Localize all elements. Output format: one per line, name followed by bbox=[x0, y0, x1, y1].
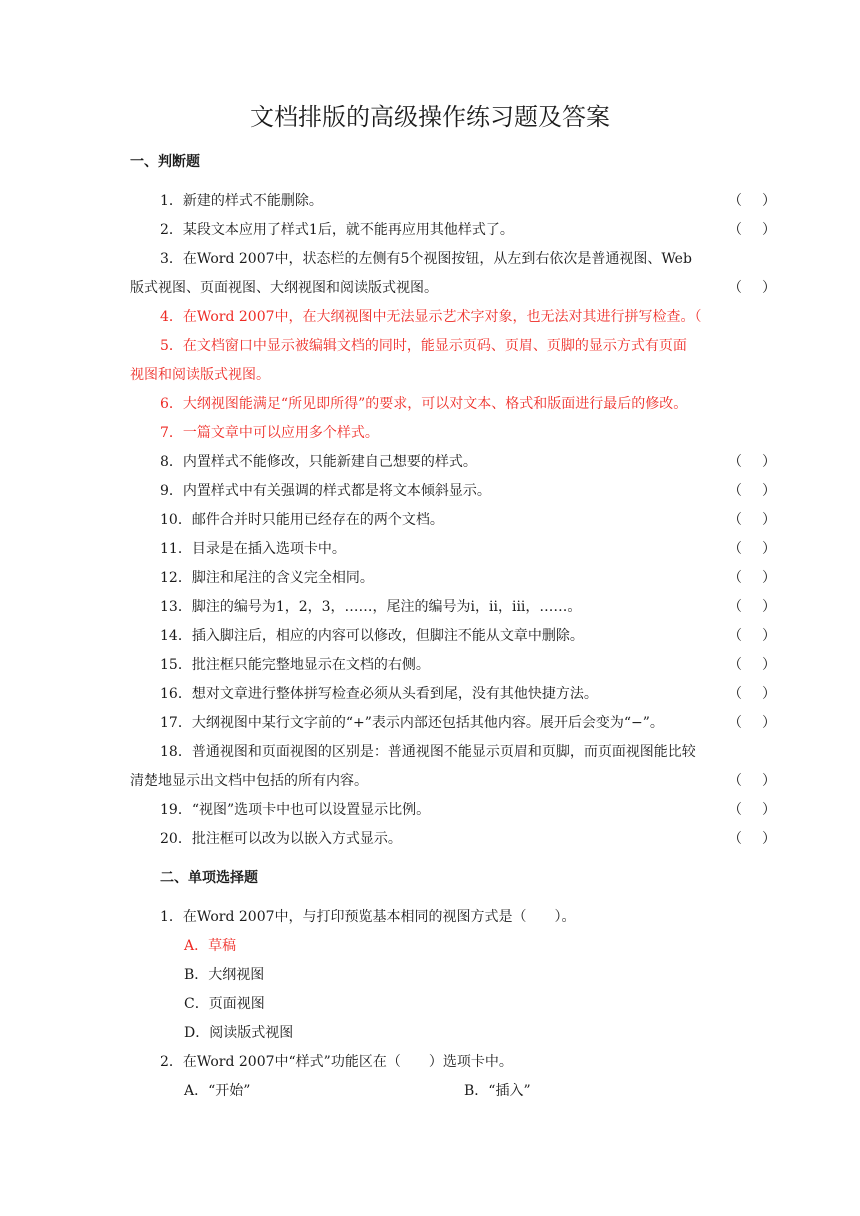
judge-item-6: 6．大纲视图能满足“所见即所得”的要求，可以对文本、格式和版面进行最后的修改。 bbox=[160, 396, 688, 412]
answer-paren: （ ） bbox=[728, 193, 776, 209]
answer-paren: （ ） bbox=[728, 715, 776, 731]
choice-question-1: 1．在Word 2007中，与打印预览基本相同的视图方式是（ ）。 bbox=[160, 909, 576, 925]
answer-paren: （ ） bbox=[728, 541, 776, 557]
answer-paren: （ ） bbox=[728, 628, 776, 644]
judge-item-10: 10．邮件合并时只能用已经存在的两个文档。 bbox=[160, 512, 444, 528]
choice-q2-option-a: A．“开始” bbox=[184, 1083, 251, 1099]
judge-item-19: 19．“视图”选项卡中也可以设置显示比例。 bbox=[160, 802, 431, 818]
answer-paren: （ ） bbox=[728, 570, 776, 586]
judge-item-17: 17．大纲视图中某行文字前的“+”表示内部还包括其他内容。展开后会变为“−”。 bbox=[160, 715, 664, 731]
answer-paren: （ ） bbox=[728, 222, 776, 238]
section-heading-choice: 二、单项选择题 bbox=[160, 870, 258, 886]
judge-item-12: 12．脚注和尾注的含义完全相同。 bbox=[160, 570, 374, 586]
judge-item-5-cont: 视图和阅读版式视图。 bbox=[130, 367, 270, 383]
judge-item-20: 20．批注框可以改为以嵌入方式显示。 bbox=[160, 831, 402, 847]
answer-paren: （ ） bbox=[728, 802, 776, 818]
judge-item-4: 4．在Word 2007中，在大纲视图中无法显示艺术字对象，也无法对其进行拼写检查。（ bbox=[160, 309, 702, 325]
judge-item-5: 5．在文档窗口中显示被编辑文档的同时，能显示页码、页眉、页脚的显示方式有页面 bbox=[160, 338, 687, 354]
answer-paren: （ ） bbox=[728, 454, 776, 470]
choice-q1-option-d: D．阅读版式视图 bbox=[184, 1025, 294, 1041]
choice-question-2: 2．在Word 2007中“样式”功能区在（ ）选项卡中。 bbox=[160, 1054, 513, 1070]
judge-item-7: 7．一篇文章中可以应用多个样式。 bbox=[160, 425, 379, 441]
choice-q2-option-b: B．“插入” bbox=[464, 1083, 531, 1099]
page-title: 文档排版的高级操作练习题及答案 bbox=[250, 103, 610, 131]
answer-paren: （ ） bbox=[728, 657, 776, 673]
judge-item-9: 9．内置样式中有关强调的样式都是将文本倾斜显示。 bbox=[160, 483, 491, 499]
judge-item-11: 11．目录是在插入选项卡中。 bbox=[160, 541, 346, 557]
judge-item-8: 8．内置样式不能修改，只能新建自己想要的样式。 bbox=[160, 454, 477, 470]
answer-paren: （ ） bbox=[728, 512, 776, 528]
answer-paren: （ ） bbox=[728, 599, 776, 615]
judge-item-3: 3．在Word 2007中，状态栏的左侧有5个视图按钮，从左到右依次是普通视图、Web bbox=[160, 251, 692, 267]
choice-q1-option-a: A．草稿 bbox=[184, 938, 237, 954]
choice-q1-option-b: B．大纲视图 bbox=[184, 967, 265, 983]
judge-item-16: 16．想对文章进行整体拼写检查必须从头看到尾，没有其他快捷方法。 bbox=[160, 686, 598, 702]
answer-paren: （ ） bbox=[728, 686, 776, 702]
choice-q1-option-c: C．页面视图 bbox=[184, 996, 265, 1012]
answer-paren: （ ） bbox=[728, 773, 776, 789]
judge-item-14: 14．插入脚注后，相应的内容可以修改，但脚注不能从文章中删除。 bbox=[160, 628, 584, 644]
judge-item-3-cont: 版式视图、页面视图、大纲视图和阅读版式视图。 bbox=[130, 280, 438, 296]
section-heading-judge: 一、判断题 bbox=[130, 154, 200, 170]
judge-item-2: 2．某段文本应用了样式1后，就不能再应用其他样式了。 bbox=[160, 222, 514, 238]
answer-paren: （ ） bbox=[728, 483, 776, 499]
answer-paren: （ ） bbox=[728, 280, 776, 296]
judge-item-18: 18．普通视图和页面视图的区别是：普通视图不能显示页眉和页脚，而页面视图能比较 bbox=[160, 744, 696, 760]
judge-item-13: 13．脚注的编号为1，2，3，……，尾注的编号为i，ii，iii，……。 bbox=[160, 599, 582, 615]
judge-item-15: 15．批注框只能完整地显示在文档的右侧。 bbox=[160, 657, 430, 673]
answer-paren: （ ） bbox=[728, 831, 776, 847]
judge-item-18-cont: 清楚地显示出文档中包括的所有内容。 bbox=[130, 773, 368, 789]
judge-item-1: 1．新建的样式不能删除。 bbox=[160, 193, 323, 209]
